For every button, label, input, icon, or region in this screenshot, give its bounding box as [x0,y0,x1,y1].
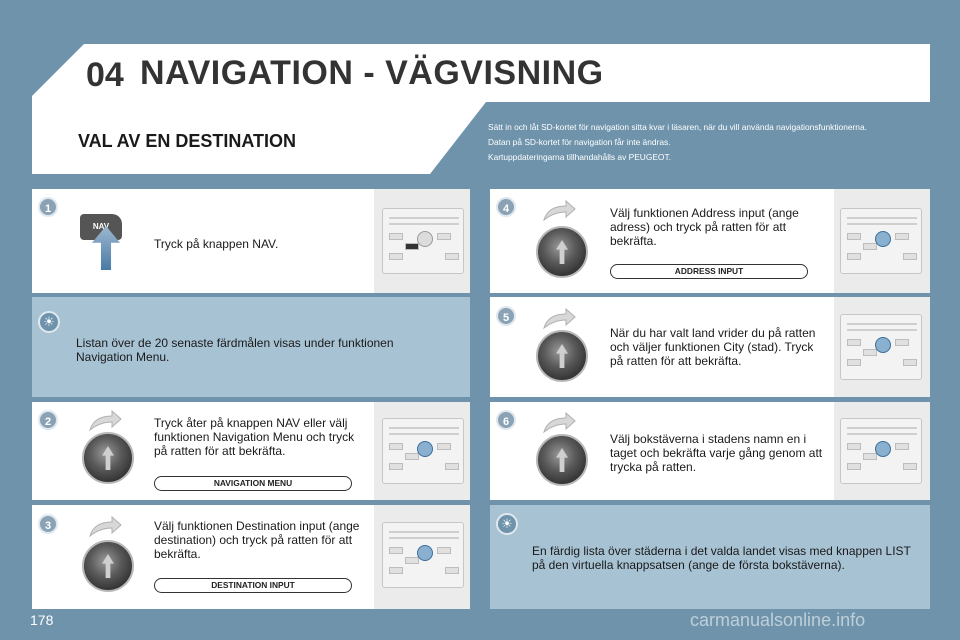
lightbulb-icon: ☀ [496,513,518,535]
radio-panel-icon [840,314,922,380]
menu-label-navigation-menu: NAVIGATION MENU [154,476,352,491]
step-text-2: Tryck åter på knappen NAV eller välj funktionen Navigation Menu och tryck på ratten för att bekräfta. [154,416,355,458]
step-text-6: Välj bokstäverna i stadens namn en i taget och bekräfta varje gång genom att trycka på ratten. [610,432,823,474]
step-badge-6: 6 [496,410,516,430]
rotary-knob-icon [536,226,588,278]
radio-panel-icon [840,208,922,274]
watermark: carmanualsonline.info [690,610,866,630]
radio-panel-icon [840,418,922,484]
step-badge-3: 3 [38,514,58,534]
rotate-arrow-icon [88,410,122,432]
step-text-5: När du har valt land vrider du på ratten och väljer funktionen City (stad). Tryck på ratten för att bekräfta. [610,326,816,368]
step-badge-4: 4 [496,197,516,217]
step-badge-2: 2 [38,410,58,430]
rotate-arrow-icon [542,200,576,222]
tip-text-2: En färdig lista över städerna i det valda landet visas med knappen LIST på den virtuella knappsatsen (ange de första bokstäverna). [532,544,911,572]
rotary-knob-icon [82,432,134,484]
rotary-knob-icon [536,434,588,486]
rotary-knob-icon [536,330,588,382]
menu-label-destination-input: DESTINATION INPUT [154,578,352,593]
step-text-4: Välj funktionen Address input (ange adress) och tryck på ratten för att bekräfta. [610,206,799,248]
tip-text-1: Listan över de 20 senaste färdmålen visas under funktionen Navigation Menu. [76,336,394,364]
intro-line: Sätt in och låt SD-kortet för navigation sitta kvar i läsaren, när du vill använda navigationsfunktionerna. [488,122,867,132]
step-text-1: Tryck på knappen NAV. [154,237,279,251]
section-intro [488,120,928,165]
radio-panel-icon [382,522,464,588]
rotate-arrow-icon [542,308,576,330]
menu-label-address-input: ADDRESS INPUT [610,264,808,279]
chapter-number: 04 [86,56,124,94]
chapter-title: NAVIGATION - VÄGVISNING [140,54,604,92]
page-number: 178 [30,612,54,628]
rotate-arrow-icon [542,412,576,434]
radio-panel-icon [382,208,464,274]
step-badge-5: 5 [496,306,516,326]
intro-line: Kartuppdateringarna tillhandahålls av PEUGEOT. [488,152,671,162]
section-title: VAL AV EN DESTINATION [78,131,297,151]
rotate-arrow-icon [88,516,122,538]
rotary-knob-icon [82,540,134,592]
lightbulb-icon: ☀ [38,311,60,333]
nav-key-icon: NAV [80,214,122,240]
step-badge-1: 1 [38,197,58,217]
intro-line: Datan på SD-kortet för navigation får inte ändras. [488,137,671,147]
radio-panel-icon [382,418,464,484]
step-text-3: Välj funktionen Destination input (ange destination) och tryck på ratten för att bekräfta. [154,519,360,561]
